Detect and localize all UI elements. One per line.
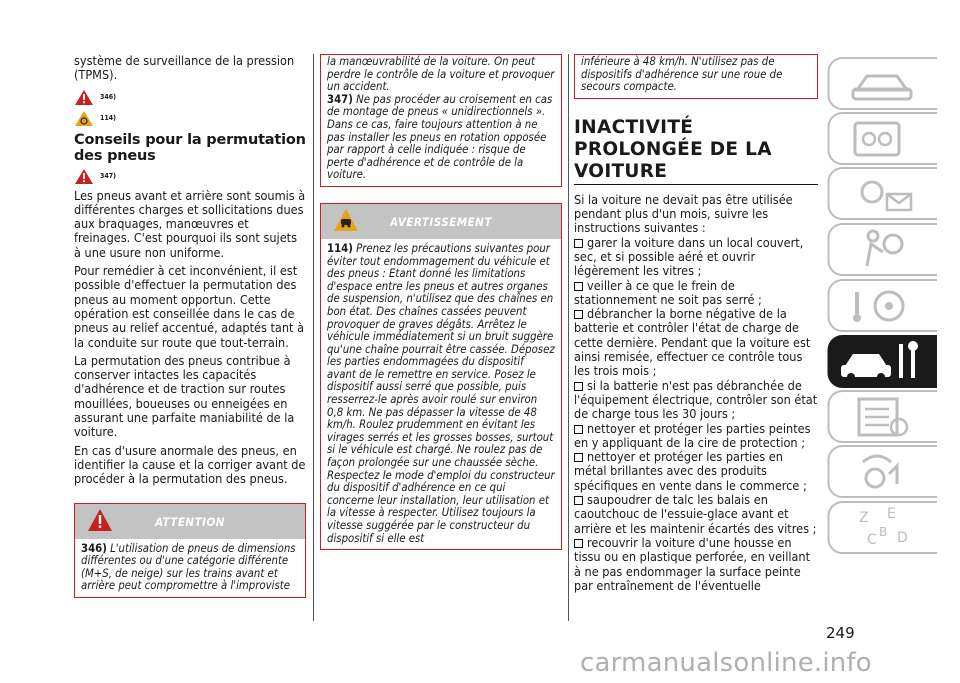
checkbox-bullet-icon <box>574 496 583 505</box>
attention-box <box>74 503 306 598</box>
index-icon <box>827 500 937 555</box>
section-heading-wrap <box>574 117 818 185</box>
list-item: saupoudrer de talc les balais en caoutchouc de l'essuie-glace avant et arrière et les maintenir écartés des vitres ; <box>574 492 817 536</box>
attention-box-continued <box>320 54 562 187</box>
section-heading: Conseils pour la permutation des pneus <box>74 131 306 164</box>
checkbox-bullet-icon <box>574 425 583 434</box>
media-icon <box>827 444 937 499</box>
column-divider <box>568 54 569 621</box>
warning-text-114: 114) Prenez les précautions suivantes pour éviter tout endommagement du véhicule et des pneus : Etant donné les limitations d'espace entre les pneus et autres organes de suspension, n'utilisez que des chaînes en bon état. Des chaînes cassées peuvent provoquer de graves dégâts. Arrêtez le véhicule immédiatement si un bruit suggère qu'une chaîne pourrait être cassée. Déposez les parties endommagées du dispositif avant de le remettre en service. Posez le dispositif aussi serré que possible, puis resserrez-le après avoir roulé sur environ 0,8 km. Ne pas dépasser la vitesse de 48 km/h. Roulez prudemment en évitant les virages serrés et les grosses bosses, surtout si le véhicule est chargé. Ne roulez pas de façon prolongée sur une chaussée sèche. Respectez le mode d'emploi du constructeur du dispositif d'adhérence en ce qui concerne leur installation, leur utilisation et la vitesse à respecter. Utilisez toujours la vitesse suggérée par le constructeur du dispositif si elle est <box>327 241 555 545</box>
attention-text-continued: la manœuvrabilité de la voiture. On peut perdre le contrôle de la voiture et provoquer un accident. <box>327 55 555 94</box>
warning-ref-347: 347) <box>74 168 306 185</box>
list-item: recouvrir la voiture d'une housse en tissu ou en plastique perforée, en veillant à ne pas endommager la surface peinte par entraînement de l'éventuelle <box>574 534 811 593</box>
warning-box-continued <box>574 54 818 99</box>
column-divider <box>313 54 314 621</box>
list-item: veiller à ce que le frein de stationnement ne soit pas serré ; <box>574 277 762 307</box>
column-middle <box>320 54 562 550</box>
lights-icon <box>827 166 937 221</box>
chapter-tab-6[interactable] <box>827 389 937 444</box>
caution-ref-114: 114) <box>74 110 306 127</box>
svg-text:D: D <box>897 530 908 546</box>
steering-icon <box>827 278 937 333</box>
checklist-icon <box>827 389 937 444</box>
car-wrench-icon <box>827 334 937 389</box>
warning-triangle-icon <box>74 168 94 185</box>
caution-triangle-icon <box>74 110 94 127</box>
warning-header <box>321 204 561 239</box>
chapter-tab-8[interactable] <box>827 500 937 555</box>
list-item: nettoyer et protéger les parties peintes en y appliquant de la cire de protection ; <box>574 420 811 450</box>
warning-triangle-icon <box>74 89 94 106</box>
checkbox-bullet-icon <box>574 382 583 391</box>
warning-title: AVERTISSEMENT <box>390 214 492 229</box>
list-item: débrancher la borne négative de la batterie et contrôler l'état de charge de cette dernière. Pendant que la voiture est ainsi remisée, effectuer ce contrôle tous les trois mois ; <box>574 306 811 379</box>
airbag-icon <box>827 222 937 277</box>
attention-text: 346) L'utilisation de pneus de dimensions différentes ou d'une catégorie différente (M+S, de neige) sur les trains avant et arrière peut compromettre à l'improviste <box>81 541 296 593</box>
chapter-tab-2[interactable] <box>827 166 937 221</box>
checklist <box>574 236 818 593</box>
watermark: carmanualsonline.info <box>580 648 872 678</box>
paragraph: En cas d'usure anormale des pneus, en identifier la cause et la corriger avant de procéder à la permutation des pneus. <box>74 442 306 487</box>
intro-text: système de surveillance de la pression (TPMS). <box>74 53 295 83</box>
chapter-tab-7[interactable] <box>827 444 937 499</box>
chapter-tab-1[interactable] <box>827 111 937 166</box>
car-gauges-icon <box>827 111 937 166</box>
checkbox-bullet-icon <box>574 310 583 319</box>
paragraph: Pour remédier à cet inconvénient, il est possible d'effectuer la permutation des pneus au moment opportun. Cette opération est conseillée dans le cas de pneus au relief accentué, adaptés tant à la conduite sur route que tout-terrain. <box>74 263 305 350</box>
svg-text:E: E <box>887 506 896 522</box>
attention-title: ATTENTION <box>155 514 225 529</box>
car-dashboard-icon <box>827 56 937 111</box>
chapter-tab-0[interactable] <box>827 56 937 111</box>
attention-text-347: 347) Ne pas procéder au croisement en cas de montage de pneus « unidirectionnels ». Dans ce cas, faire toujours attention à ne pas installer les pneus en rotation opposée par rapport à celle indiquée : risque de perte d'adhérence et de contrôle de la voiture. <box>327 92 553 182</box>
checkbox-bullet-icon <box>574 282 583 291</box>
page-number: 249 <box>826 624 855 642</box>
paragraph: La permutation des pneus contribue à conserver intactes les capacités d'adhérence et de traction sur routes mouillées, boueuses ou enneigées en assurant une parfaite maniabilité de la voiture. <box>74 352 295 440</box>
warning-text-continued: inférieure à 48 km/h. N'utilisez pas de dispositifs d'adhérence sur une roue de secours compacte. <box>581 55 783 94</box>
svg-text:Z: Z <box>859 510 869 526</box>
warning-ref-346: 346) <box>74 89 306 106</box>
attention-header <box>75 504 305 539</box>
svg-text:B: B <box>879 525 888 539</box>
checkbox-bullet-icon <box>574 539 583 548</box>
svg-text:C: C <box>867 532 877 548</box>
list-item: nettoyer et protéger les parties en métal brillantes avec des produits spécifiques en vente dans le commerce ; <box>574 449 807 493</box>
list-item: garer la voiture dans un local couvert, sec, et si possible aéré et ouvrir légèrement les vitres ; <box>574 234 804 279</box>
chapter-tab-4[interactable] <box>827 278 937 333</box>
warning-box <box>320 203 562 550</box>
section-heading: INACTIVITÉ PROLONGÉE DE LA VOITURE <box>574 116 772 182</box>
paragraph: Les pneus avant et arrière sont soumis à différentes charges et sollicitations dues aux braquages, manœuvres et freinages. C'est pourquoi ils sont sujets à une usure non uniforme. <box>74 187 306 260</box>
chapter-tab-5[interactable] <box>827 334 937 389</box>
column-left <box>74 54 306 598</box>
column-right <box>574 54 818 593</box>
chapter-tab-3[interactable] <box>827 222 937 277</box>
list-item: si la batterie n'est pas débranchée de l'équipement électrique, contrôler son état de charge tous les 30 jours ; <box>574 377 818 422</box>
intro-text: Si la voiture ne devait pas être utilisée pendant plus d'un mois, suivre les instructions suivantes : <box>574 191 793 236</box>
checkbox-bullet-icon <box>574 239 583 248</box>
checkbox-bullet-icon <box>574 453 583 462</box>
